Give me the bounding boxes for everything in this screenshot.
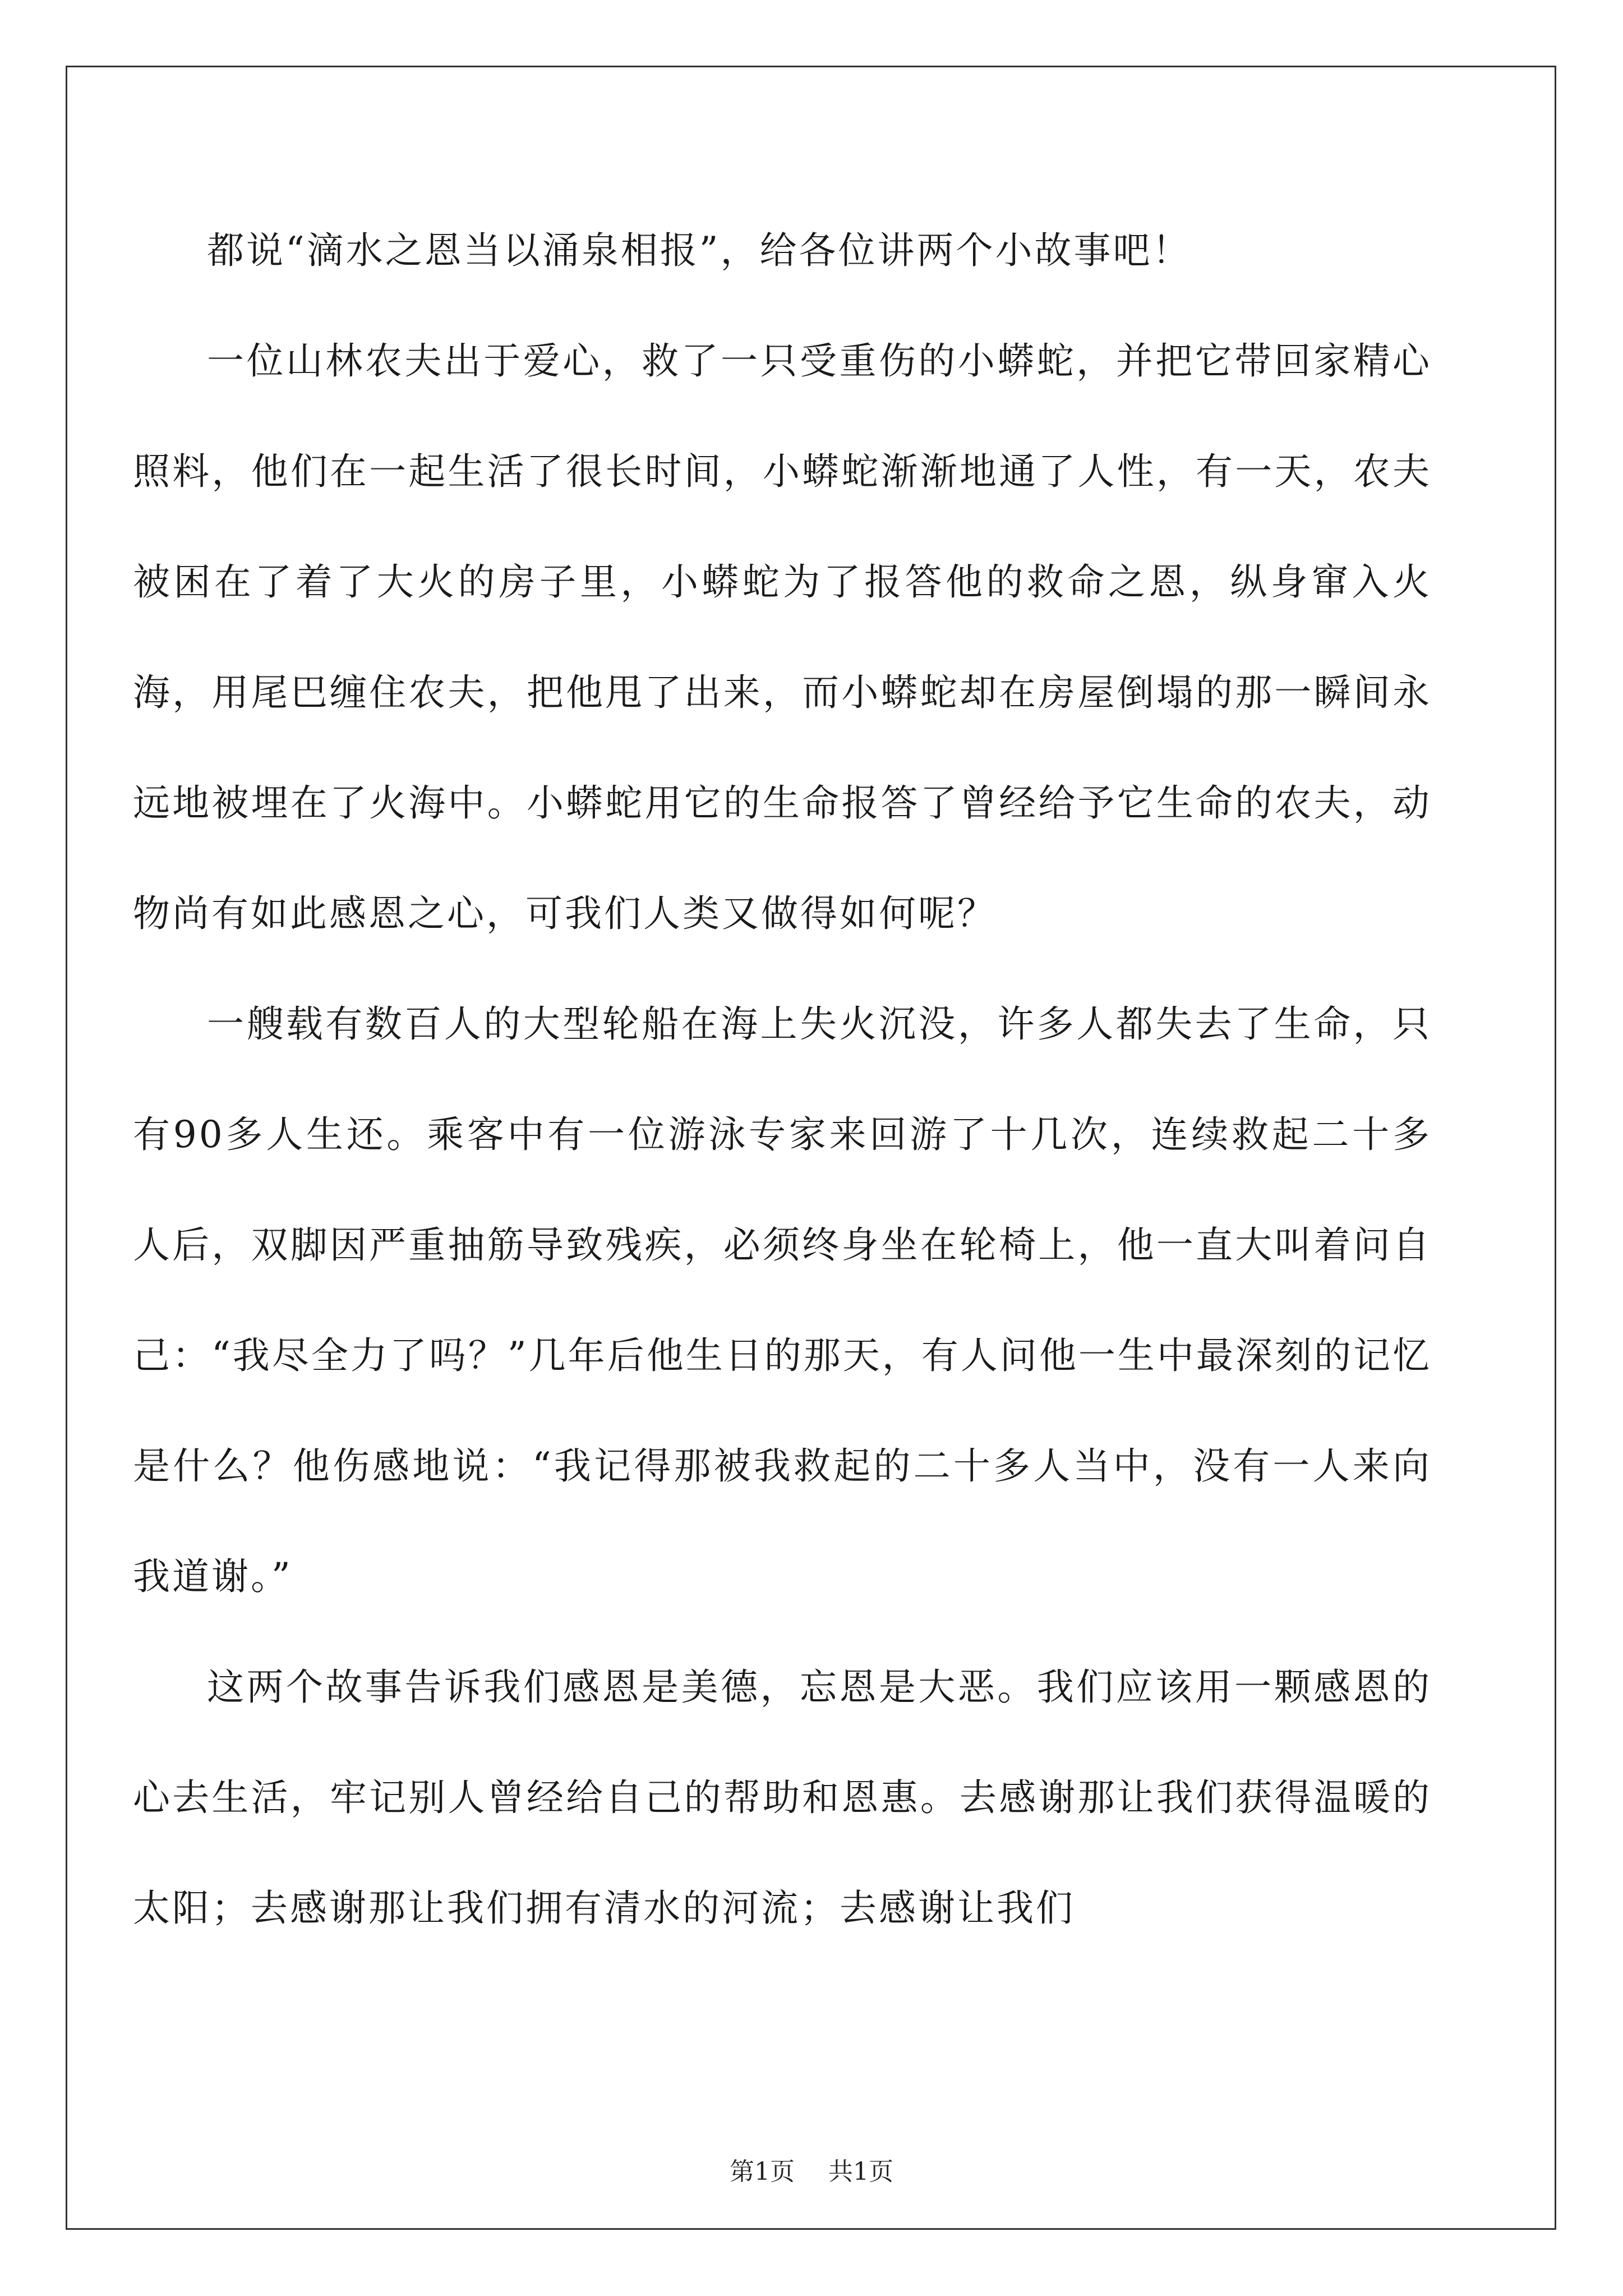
page-footer — [0, 2155, 1623, 2189]
total-pages: 共1页 — [828, 2157, 893, 2186]
paragraph-python-story: 一位山林农夫出于爱心，救了一只受重伤的小蟒蛇，并把它带回家精心照料，他们在一起生活了很长时间，小蟒蛇渐渐地通了人性，有一天，农夫被困在了着了大火的房子里，小蟒蛇为了报答他的救命之恩，纵身窜入火海，用尾巴缠住农夫，把他甩了出来，而小蟒蛇却在房屋倒塌的那一瞬间永远地被埋在了火海中。小蟒蛇用它的生命报答了曾经给予它生命的农夫，动物尚有如此感恩之心，可我们人类又做得如何呢？ — [133, 339, 1432, 935]
page-number: 第1页 — [730, 2157, 795, 2186]
document-body — [133, 195, 1432, 1963]
paragraph-swimmer-story: 一艘载有数百人的大型轮船在海上失火沉没，许多人都失去了生命，只有90多人生还。乘客中有一位游泳专家来回游了十几次，连续救起二十多人后，双脚因严重抽筋导致残疾，必须终身坐在轮椅上，他一直大叫着问自己：“我尽全力了吗？”几年后他生日的那天，有人问他一生中最深刻的记忆是什么？他伤感地说：“我记得那被我救起的二十多人当中，没有一人来向我道谢。” — [133, 1002, 1432, 1598]
paragraph-intro: 都说“滴水之恩当以涌泉相报”，给各位讲两个小故事吧！ — [207, 229, 1192, 272]
paragraph-conclusion: 这两个故事告诉我们感恩是美德，忘恩是大恶。我们应该用一颗感恩的心去生活，牢记别人曾经给自己的帮助和恩惠。去感谢那让我们获得温暖的太阳；去感谢那让我们拥有清水的河流；去感谢让我们 — [133, 1665, 1432, 1930]
